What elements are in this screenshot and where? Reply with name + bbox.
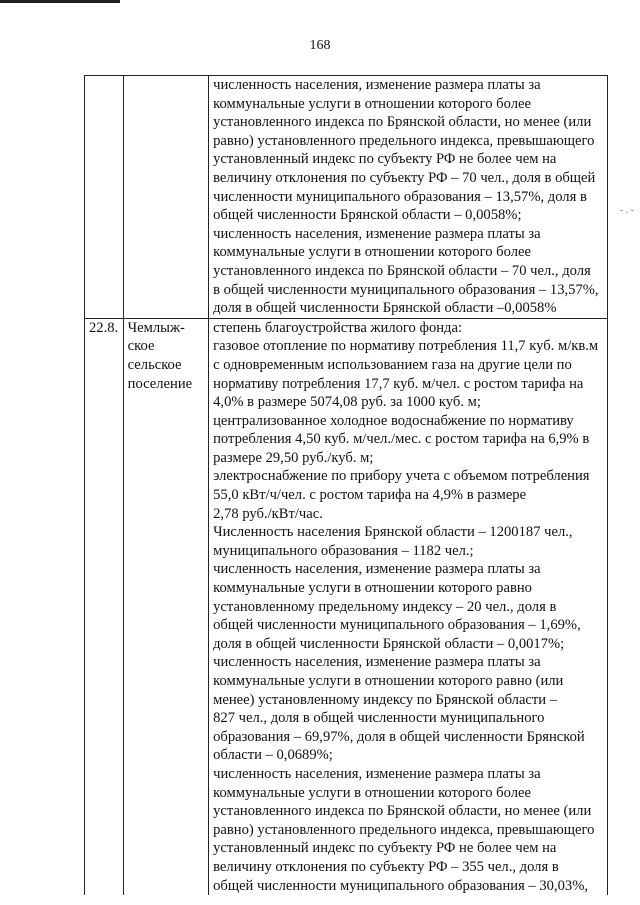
text-line: общей численности муниципального образования – 30,03%, (213, 877, 589, 894)
row-number-cell: 22.8. (85, 318, 124, 895)
text-line: электроснабжение по прибору учета с объемом потребления (213, 468, 590, 485)
text-line: коммунальные услуги в отношении которого более (213, 244, 531, 261)
text-line: образования – 69,97%, доля в общей численности Брянской (213, 728, 585, 745)
text-line: численность населения, изменение размера платы за (213, 765, 541, 782)
document-table (84, 75, 608, 895)
row-text-cell (209, 76, 608, 319)
text-line: потребления 4,50 куб. м/чел./мес. с ростом тарифа на 6,9% в (213, 431, 590, 448)
text-line: менее) установленному индексу по Брянской области – (213, 691, 558, 708)
text-line: коммунальные услуги в отношении которого равно (213, 580, 532, 597)
row-name-cell (123, 76, 208, 319)
text-line: Численность населения Брянской области – 1200187 чел., (213, 524, 573, 541)
text-line: доля в общей численности Брянской области – 0,0017%; (213, 635, 565, 652)
table-row (85, 76, 608, 319)
text-line: величину отклонения по субъекту РФ – 355 чел., доля в (213, 858, 559, 875)
text-line: 827 чел., доля в общей численности муниципального (213, 710, 545, 727)
text-line: равно) установленного предельного индекса, превышающего (213, 821, 595, 838)
text-line: численности муниципального образования – 13,57%, доля в (213, 188, 587, 205)
text-line: установленный индекс по субъекту РФ не более чем на (213, 151, 557, 168)
text-line: численность населения, изменение размера платы за (213, 561, 541, 578)
page-number: 168 (309, 38, 331, 53)
margin-mark: - . - (619, 205, 634, 216)
text-line: равно) установленного предельного индекса, превышающего (213, 132, 595, 149)
text-line: численность населения, изменение размера платы за (213, 225, 541, 242)
text-line: доля в общей численности Брянской области –0,0058% (213, 300, 557, 317)
text-line: установленного индекса по Брянской области, но менее (или (213, 803, 592, 820)
text-line: с одновременным использованием газа на другие цели по (213, 356, 572, 373)
text-line: установленному предельному индексу – 20 чел., доля в (213, 598, 557, 615)
text-line: установленный индекс по субъекту РФ не более чем на (213, 840, 557, 857)
text-line: централизованное холодное водоснабжение по нормативу (213, 412, 574, 429)
text-line: 2,78 руб./кВт/час. (213, 505, 323, 522)
text-line: общей численности муниципального образования – 1,69%, (213, 617, 581, 634)
text-line: численность населения, изменение размера платы за (213, 77, 541, 93)
text-line: численность населения, изменение размера платы за (213, 654, 541, 671)
text-line: коммунальные услуги в отношении которого равно (или (213, 673, 564, 689)
text-line: коммунальные услуги в отношении которого более (213, 784, 531, 801)
text-line: размере 29,50 руб./куб. м; (213, 449, 374, 466)
text-line: нормативу потребления 17,7 куб. м/чел. с ростом тарифа на (213, 375, 584, 392)
text-line: степень благоустройства жилого фонда: (213, 319, 463, 336)
text-line: общей численности Брянской области – 0,0058%; (213, 207, 522, 224)
text-line: установленного индекса по Брянской области – 70 чел., доля (213, 262, 591, 279)
text-line: коммунальные услуги в отношении которого более (213, 95, 531, 112)
text-line: 4,0% в размере 5074,08 руб. за 1000 куб. м; (213, 394, 481, 411)
settlement-name-line: сельское (127, 356, 182, 373)
settlement-name-line: ское (127, 338, 155, 355)
settlement-name-line: поселение (127, 375, 193, 392)
top-rule (0, 0, 120, 3)
text-line: 55,0 кВт/ч/чел. с ростом тарифа на 4,9% в размере (213, 487, 527, 504)
table-row (85, 318, 608, 895)
text-line: области – 0,0689%; (213, 747, 333, 764)
text-line: газовое отопление по нормативу потребления 11,7 куб. м/кв.м (213, 338, 599, 355)
row-number-cell (85, 76, 124, 319)
text-line: установленного индекса по Брянской области, но менее (или (213, 114, 592, 131)
settlement-name-line: Чемлыж- (127, 319, 185, 336)
row-text-cell (209, 318, 608, 895)
row-name-cell (123, 318, 208, 895)
text-line: муниципального образования – 1182 чел.; (213, 542, 474, 559)
text-line: величину отклонения по субъекту РФ – 70 чел., доля в общей (213, 169, 596, 186)
text-line: в общей численности муниципального образования – 13,57%, (213, 281, 599, 298)
